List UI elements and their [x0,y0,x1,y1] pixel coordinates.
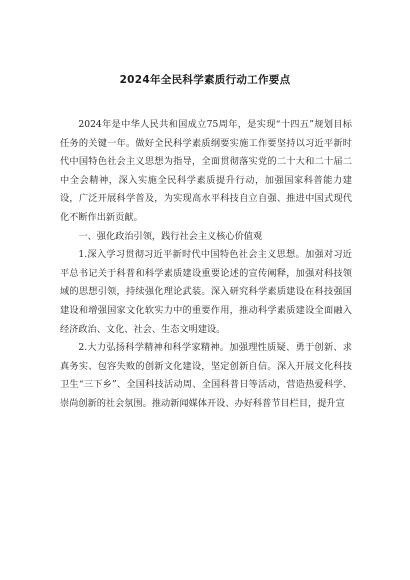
item-paragraph-2: 2.大力弘扬科学精神和科学家精神。加强理性质疑、勇于创新、求真务实、包容失败的创新文化建设，坚定创新自信。深入开展文化科技卫生“三下乡”、全国科技活动周、全国科普日等活动，营造热爱科学、崇尚创新的社会氛围。推动新闻媒体开设、办好科普节目栏目，提升宣 [60,342,352,409]
document-body [60,116,352,414]
item-paragraph-1: 1.深入学习贯彻习近平新时代中国特色社会主义思想。加强对习近平总书记关于科普和科学素质建设重要论述的宣传阐释，加强对科技领域的思想引领，持续强化理论武装。深入研究科学素质建设在科技强国建设和增强国家文化软实力中的重要作用，推动科学素质建设全面融入经济政治、文化、社会、生态文明建设。 [60,249,352,335]
intro-paragraph: 2024年是中华人民共和国成立75周年，是实现“十四五”规划目标任务的关键一年。做好全民科学素质纲要实施工作要坚持以习近平新时代中国特色社会主义思想为指导，全面贯彻落实党的二十大和二十届二中全会精神，深入实施全民科学素质提升行动，加强国家科普能力建设，广泛开展科学普及，为实现高水平科技自立自强、推进中国式现代化不断作出新贡献。 [60,119,352,223]
document-title: 2024年全民科学素质行动工作要点 [119,74,291,86]
section-heading-1: 一、强化政治引领，践行社会主义核心价值观 [78,230,263,242]
